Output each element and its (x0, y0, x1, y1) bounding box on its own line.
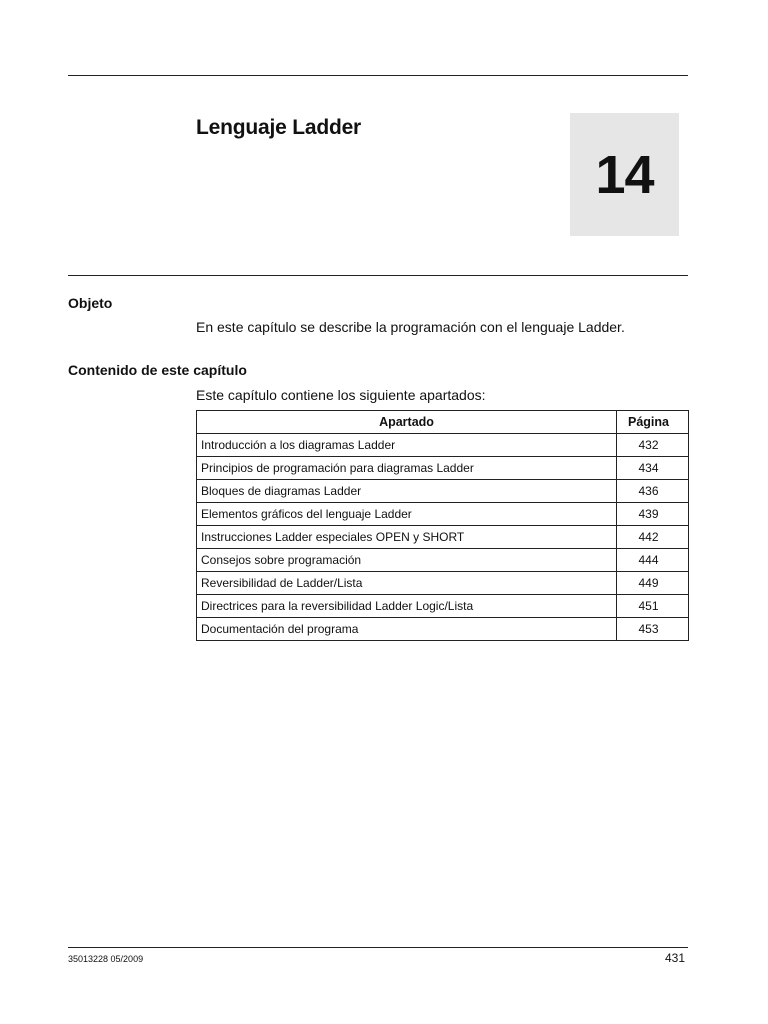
footer-doc-id: 35013228 05/2009 (68, 954, 144, 964)
section-title-link[interactable]: Reversibilidad de Ladder/Lista (197, 572, 617, 595)
page-number-cell: 449 (617, 572, 689, 595)
column-header-apartado: Apartado (197, 411, 617, 434)
objeto-text: En este capítulo se describe la programación con el lenguaje Ladder. (196, 319, 625, 335)
table-row (197, 549, 689, 572)
contents-table (196, 410, 689, 641)
top-divider (68, 75, 688, 76)
section-title-link[interactable]: Principios de programación para diagramas Ladder (197, 457, 617, 480)
page-number-cell: 432 (617, 434, 689, 457)
page-number-cell: 439 (617, 503, 689, 526)
footer-page-number: 431 (664, 951, 685, 965)
section-title-link[interactable]: Directrices para la reversibilidad Ladder Logic/Lista (197, 595, 617, 618)
section-title-link[interactable]: Instrucciones Ladder especiales OPEN y SHORT (197, 526, 617, 549)
table-row (197, 572, 689, 595)
table-row (197, 503, 689, 526)
section-title-link[interactable]: Consejos sobre programación (197, 549, 617, 572)
table-row (197, 480, 689, 503)
contenido-label: Contenido de este capítulo (68, 362, 247, 378)
objeto-label: Objeto (68, 295, 113, 311)
table-header-row (197, 411, 689, 434)
chapter-number: 14 (595, 144, 654, 205)
footer-divider (68, 947, 688, 948)
page-number-cell: 436 (617, 480, 689, 503)
table-row (197, 595, 689, 618)
page-number-cell: 451 (617, 595, 689, 618)
chapter-number-box (570, 113, 679, 236)
section-divider (68, 275, 688, 276)
page-number-cell: 442 (617, 526, 689, 549)
section-title-link[interactable]: Bloques de diagramas Ladder (197, 480, 617, 503)
page-number-cell: 444 (617, 549, 689, 572)
table-row (197, 434, 689, 457)
table-row (197, 526, 689, 549)
page-number-cell: 434 (617, 457, 689, 480)
section-title-link[interactable]: Introducción a los diagramas Ladder (197, 434, 617, 457)
table-row (197, 618, 689, 641)
chapter-title: Lenguaje Ladder (196, 116, 362, 139)
contenido-intro: Este capítulo contiene los siguiente apartados: (196, 387, 486, 403)
table-row (197, 457, 689, 480)
section-title-link[interactable]: Documentación del programa (197, 618, 617, 641)
section-title-link[interactable]: Elementos gráficos del lenguaje Ladder (197, 503, 617, 526)
page-number-cell: 453 (617, 618, 689, 641)
column-header-pagina: Página (617, 411, 689, 434)
